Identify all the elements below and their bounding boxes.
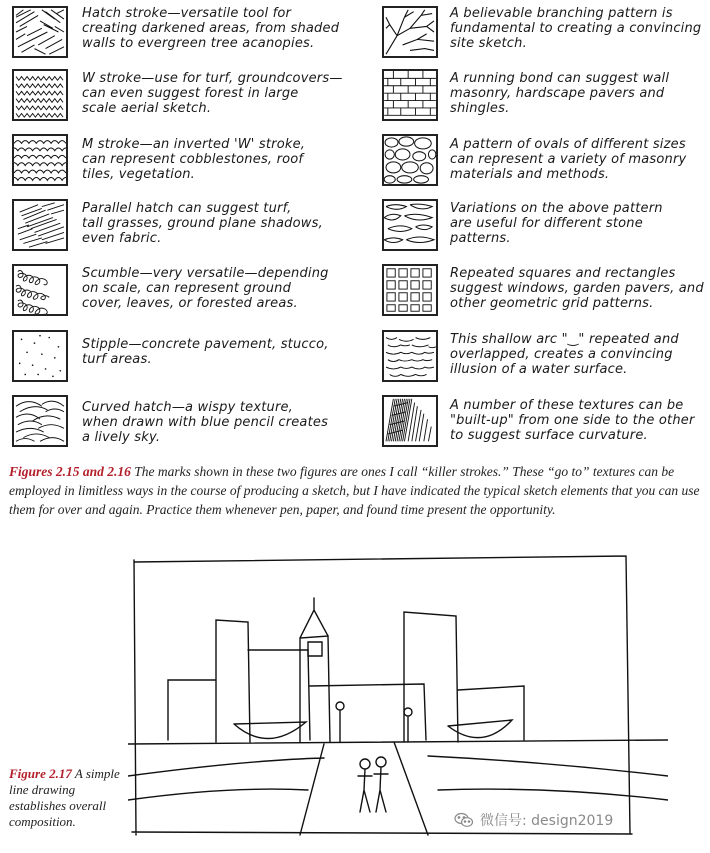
running-bond-texture-note: A running bond can suggest wall masonry, hardscape pavers and shingles.	[450, 71, 670, 116]
scumble-texture-icon	[14, 266, 66, 314]
scumble-texture-swatch	[12, 264, 68, 316]
stipple-texture-note: Stipple—concrete pavement, stucco, turf areas.	[82, 337, 329, 367]
w-stroke-texture-icon	[14, 71, 66, 119]
hatch-texture-swatch	[12, 6, 68, 58]
oval-variations-texture-icon	[384, 201, 436, 249]
parallel-hatch-texture-swatch	[12, 199, 68, 251]
figure-2-15-label: Figures 2.15 and 2.16	[9, 464, 131, 479]
grid-texture-swatch	[382, 264, 438, 316]
ovals-texture-swatch	[382, 134, 438, 186]
parallel-hatch-texture-icon	[14, 201, 66, 249]
sketch-frame	[132, 556, 632, 835]
running-bond-texture-icon	[384, 71, 436, 119]
branching-texture-swatch	[382, 6, 438, 58]
curved-hatch-texture-icon	[14, 397, 66, 445]
horizon-line	[128, 740, 668, 744]
water-texture-note: This shallow arc "‿" repeated and overlapped, creates a convincing illusion of a water surface.	[450, 332, 679, 377]
composition-sketch	[128, 550, 668, 845]
w-stroke-texture-note: W stroke—use for turf, groundcovers— can even suggest forest in large scale aerial sketch.	[82, 71, 343, 116]
ovals-texture-icon	[384, 136, 436, 184]
hatch-texture-icon	[14, 8, 66, 56]
branching-texture-note: A believable branching pattern is fundamental to creating a convincing site sketch.	[450, 6, 702, 51]
m-stroke-texture-icon	[14, 136, 66, 184]
figure-2-15-body: The marks shown in these two figures are ones I call “killer strokes.” These “go to” textures can be employed in limitless ways in the course of producing a sketch, but I have indicated the typical sketch elements that you can use them for over and again. Practice them whenever pen, paper, and found time present the opportunity.	[9, 464, 700, 517]
figure-2-17-label: Figure 2.17	[9, 766, 72, 781]
watermark-text: 微信号: design2019	[480, 813, 614, 829]
watermark	[454, 810, 613, 830]
clock-tower	[300, 598, 330, 742]
left-planter	[234, 722, 306, 739]
lamp-post-left	[336, 702, 344, 742]
oval-variations-texture-note: Variations on the above pattern are useful for different stone patterns.	[450, 201, 663, 246]
m-stroke-texture-note: M stroke—an inverted 'W' stroke, can represent cobblestones, roof tiles, vegetation.	[82, 137, 306, 182]
water-texture-swatch	[382, 330, 438, 382]
buildup-texture-icon	[384, 397, 436, 445]
running-bond-texture-swatch	[382, 69, 438, 121]
m-stroke-texture-swatch	[12, 134, 68, 186]
lamp-post-right	[404, 708, 412, 742]
grid-texture-note: Repeated squares and rectangles suggest windows, garden pavers, and other geometric grid patterns.	[450, 266, 704, 311]
hatch-texture-note: Hatch stroke—versatile tool for creating darkened areas, from shaded walls to evergreen tree acanopies.	[82, 6, 340, 51]
w-stroke-texture-swatch	[12, 69, 68, 121]
curved-hatch-texture-swatch	[12, 395, 68, 447]
buildup-texture-swatch	[382, 395, 438, 447]
tall-building-right	[404, 612, 524, 742]
water-texture-icon	[384, 332, 436, 380]
branching-texture-icon	[384, 8, 436, 56]
figure-2-15-caption	[9, 462, 701, 519]
grid-texture-icon	[384, 266, 436, 314]
wechat-icon	[454, 812, 474, 828]
figure-2-17-body: A simple line drawing establishes overall composition.	[9, 766, 120, 829]
stipple-texture-icon	[14, 332, 66, 380]
oval-variations-texture-swatch	[382, 199, 438, 251]
figure-2-17-caption	[9, 766, 121, 830]
scumble-texture-note: Scumble—very versatile—depending on scale, can represent ground cover, leaves, or forested areas.	[82, 266, 329, 311]
stipple-texture-swatch	[12, 330, 68, 382]
parallel-hatch-texture-note: Parallel hatch can suggest turf, tall grasses, ground plane shadows, even fabric.	[82, 201, 323, 246]
ovals-texture-note: A pattern of ovals of different sizes can represent a variety of masonry materials and methods.	[450, 137, 687, 182]
buildup-texture-note: A number of these textures can be "built-up" from one side to the other to suggest surface curvature.	[450, 398, 695, 443]
curved-hatch-texture-note: Curved hatch—a wispy texture, when drawn with blue pencil creates a lively sky.	[82, 400, 329, 445]
pedestrian-figures	[358, 757, 388, 812]
